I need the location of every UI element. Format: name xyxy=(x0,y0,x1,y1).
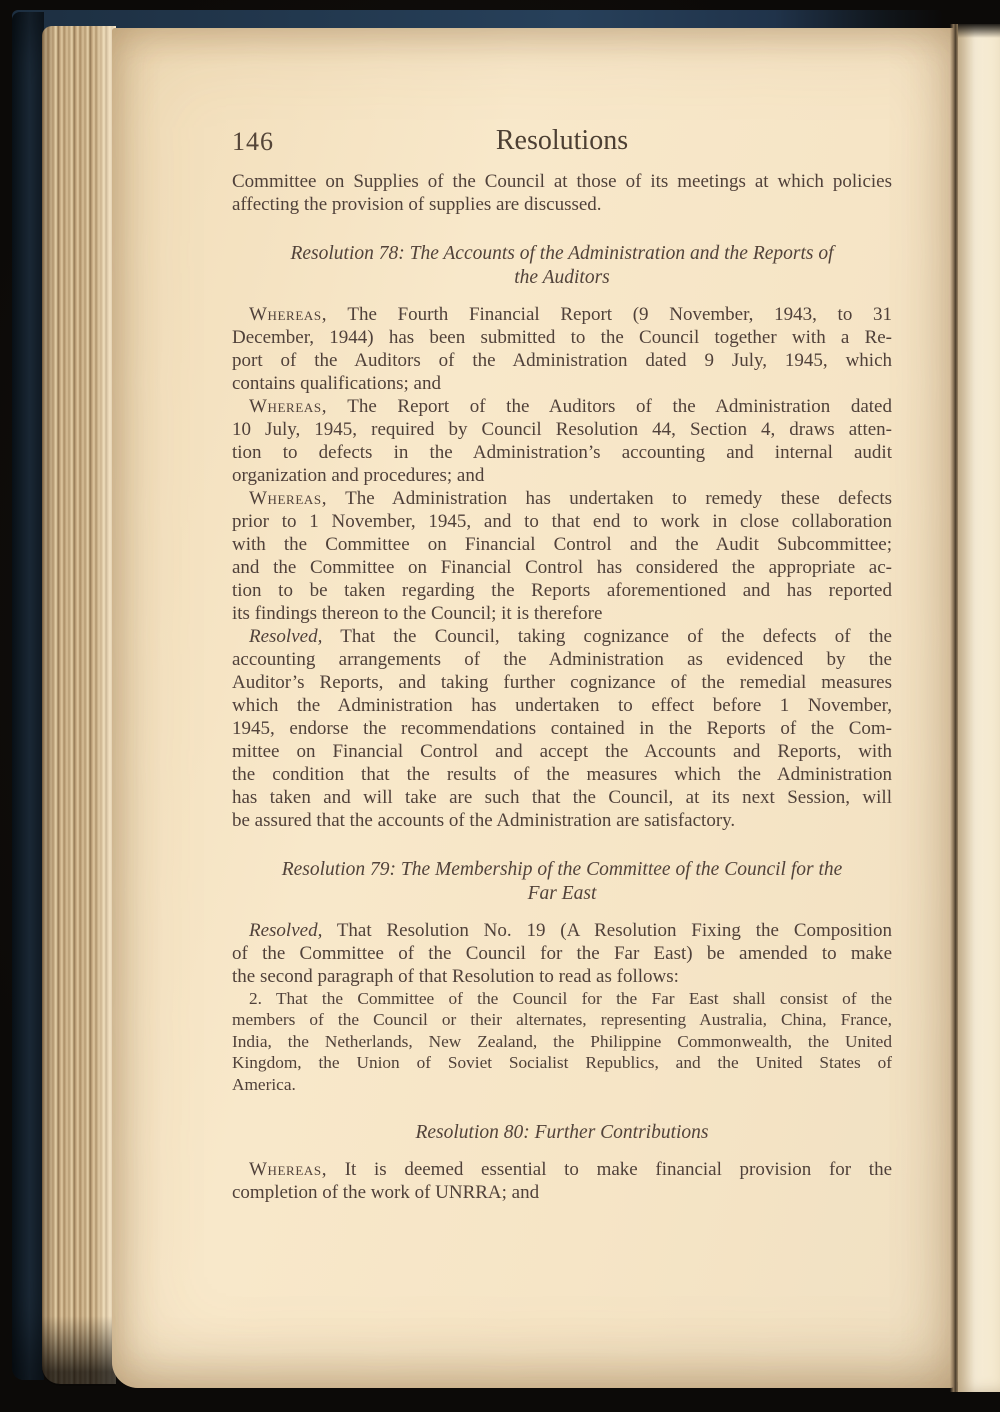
text-line: Far East xyxy=(527,883,597,904)
text-line: Resolution 78: The Accounts of the Administration and the Reports of xyxy=(290,243,834,264)
facing-page-edge xyxy=(958,24,1000,1392)
page-edge-stack xyxy=(42,26,116,1384)
lead-word: Resolved, xyxy=(249,626,323,647)
paragraph xyxy=(232,988,892,1095)
text-line: the second paragraph of that Resolution to read as follows: xyxy=(232,966,679,987)
paragraph xyxy=(232,487,892,625)
text-line: Whereas, The Report of the Auditors of the Administration dated xyxy=(249,396,892,417)
text-blocks xyxy=(232,170,892,1204)
text-line: Resolution 80: Further Contributions xyxy=(415,1122,709,1144)
section-heading xyxy=(232,1121,892,1145)
lead-word: Resolved, xyxy=(249,920,323,941)
text-line: with the Committee on Financial Control and the Audit Subcommittee; xyxy=(232,534,892,555)
header-gap xyxy=(232,159,892,170)
text-line: contains qualifications; and xyxy=(232,373,441,394)
text-line: Committee on Supplies of the Council at those of its meetings at which policies xyxy=(232,171,892,192)
text-line: the Auditors xyxy=(514,267,610,288)
text-line: tion to be taken regarding the Reports aforementioned and has reported xyxy=(232,580,892,601)
text-line: and the Committee on Financial Control has considered the appropriate ac- xyxy=(232,557,892,578)
paragraph xyxy=(232,395,892,487)
text-line: tion to defects in the Administration’s accounting and internal audit xyxy=(232,442,892,463)
paragraph xyxy=(232,625,892,832)
book-page xyxy=(112,28,958,1388)
text-line: Auditor’s Reports, and taking further cognizance of the remedial measures xyxy=(232,672,892,693)
text-line: America. xyxy=(232,1074,296,1094)
text-line: Whereas, The Administration has undertaken to remedy these defects xyxy=(249,488,892,509)
text-line: prior to 1 November, 1945, and to that end to work in close collaboration xyxy=(232,511,892,532)
text-line: completion of the work of UNRRA; and xyxy=(232,1182,540,1204)
page-content xyxy=(232,28,892,1204)
paragraph xyxy=(232,1158,892,1204)
section-heading xyxy=(232,858,892,906)
text-line: members of the Council or their alternates, representing Australia, China, France, xyxy=(232,1010,892,1030)
text-line: 10 July, 1945, required by Council Resolution 44, Section 4, draws atten- xyxy=(232,419,892,440)
text-line: its findings thereon to the Council; it is therefore xyxy=(232,603,603,624)
section-heading xyxy=(232,242,892,290)
text-line: port of the Auditors of the Administration dated 9 July, 1945, which xyxy=(232,350,892,371)
text-line: Whereas, The Fourth Financial Report (9 November, 1943, to 31 xyxy=(249,304,892,325)
text-line: Whereas, It is deemed essential to make financial provision for the xyxy=(249,1159,892,1181)
text-line: mittee on Financial Control and accept the Accounts and Reports, with xyxy=(232,741,892,762)
text-line: the condition that the results of the measures which the Administration xyxy=(232,764,892,785)
lead-word: Whereas, xyxy=(249,1159,328,1181)
text-line: 1945, endorse the recommendations contained in the Reports of the Com- xyxy=(232,718,892,739)
page-header xyxy=(232,125,892,159)
text-line: accounting arrangements of the Administration as evidenced by the xyxy=(232,649,892,670)
book-cover-spine xyxy=(12,12,44,1380)
paragraph xyxy=(232,919,892,988)
running-title: Resolutions xyxy=(495,125,629,156)
lead-word: Whereas, xyxy=(249,488,328,509)
lead-word: Whereas, xyxy=(249,304,328,325)
text-line: affecting the provision of supplies are discussed. xyxy=(232,194,602,215)
lead-word: Whereas, xyxy=(249,396,328,417)
text-line: Resolved, That the Council, taking cognizance of the defects of the xyxy=(249,626,892,647)
text-line: Resolution 79: The Membership of the Committee of the Council for the xyxy=(281,859,843,880)
paragraph xyxy=(232,303,892,395)
text-line: organization and procedures; and xyxy=(232,465,485,486)
page-number: 146 xyxy=(232,127,274,156)
text-line: of the Committee of the Council for the Far East) be amended to make xyxy=(232,943,892,964)
text-line: India, the Netherlands, New Zealand, the Philippine Commonwealth, the United xyxy=(232,1031,892,1051)
text-line: which the Administration has undertaken to effect before 1 November, xyxy=(232,695,892,716)
text-line: Resolved, That Resolution No. 19 (A Resolution Fixing the Composition xyxy=(249,920,892,941)
text-line: has taken and will take are such that the Council, at its next Session, will xyxy=(232,787,892,808)
paragraph xyxy=(232,170,892,216)
text-line: Kingdom, the Union of Soviet Socialist Republics, and the United States of xyxy=(232,1053,892,1073)
text-line: be assured that the accounts of the Administration are satisfactory. xyxy=(232,810,736,831)
text-line: 2. That the Committee of the Council for the Far East shall consist of the xyxy=(249,989,892,1008)
text-line: December, 1944) has been submitted to the Council together with a Re- xyxy=(232,327,892,348)
